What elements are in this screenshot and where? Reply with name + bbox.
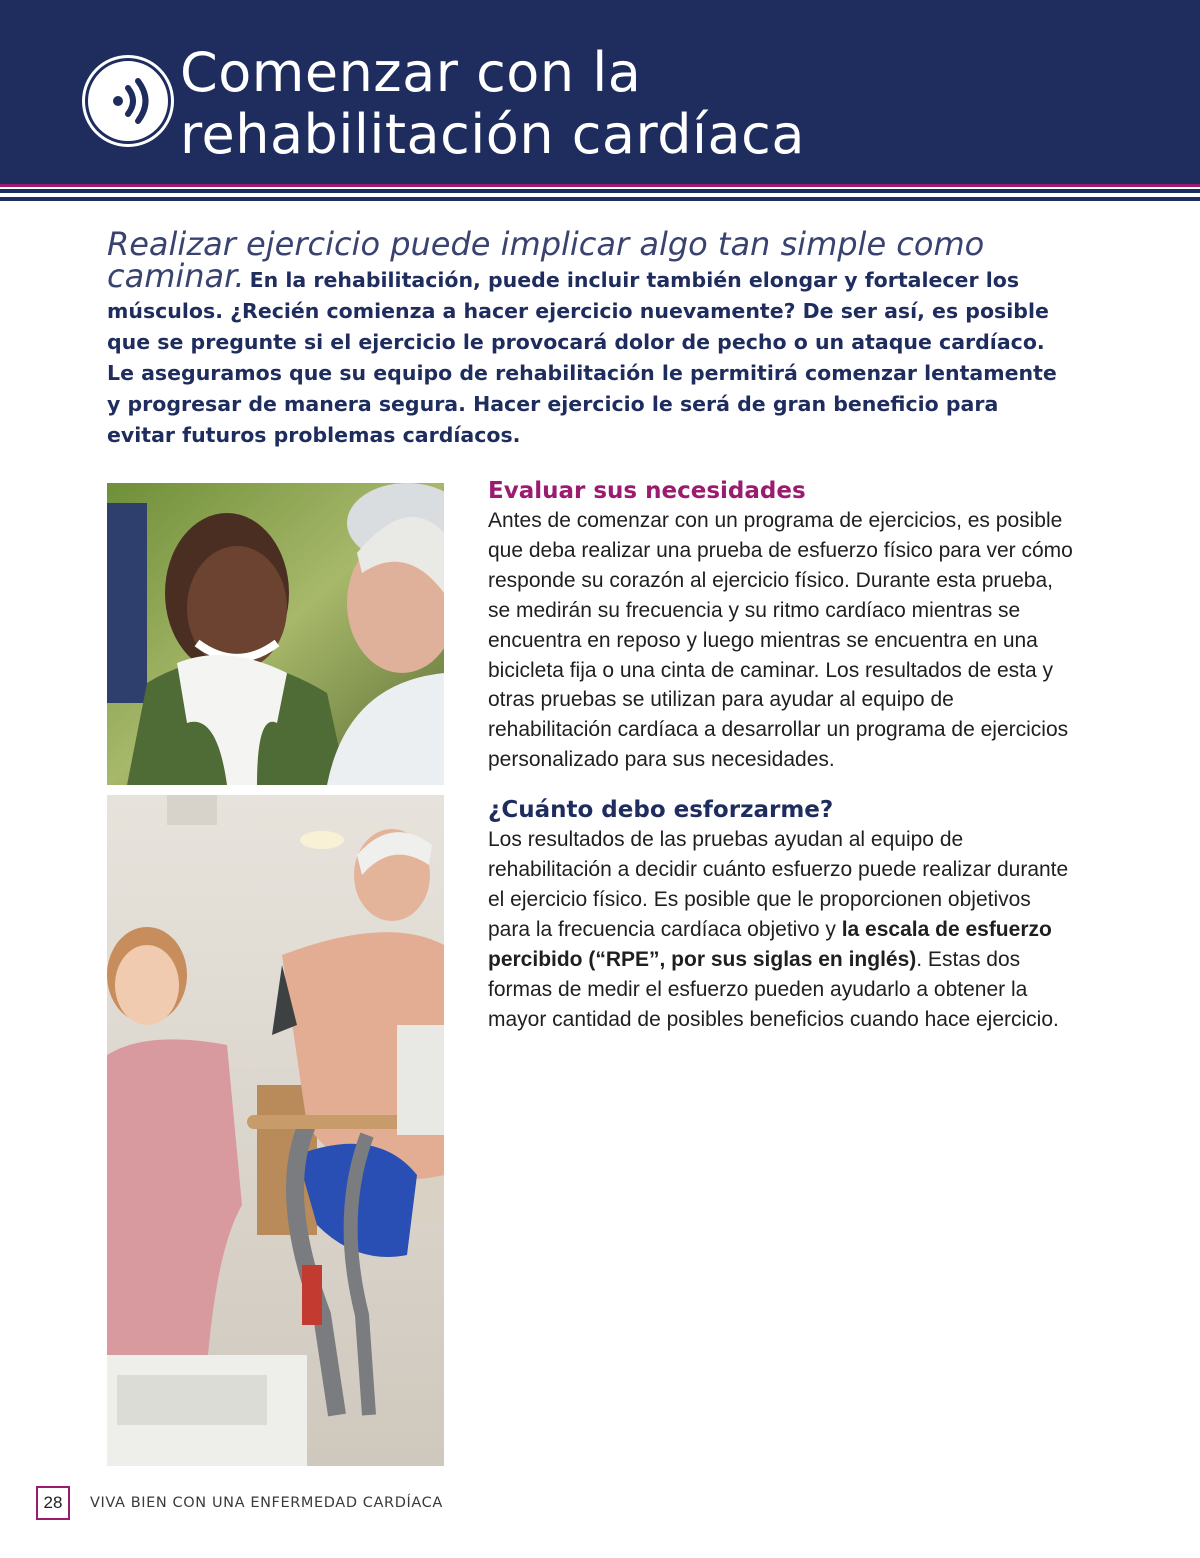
page-number: 28 bbox=[36, 1486, 70, 1520]
title-line-1: Comenzar con la bbox=[180, 41, 642, 104]
paragraph-cuanto-esforzarme bbox=[488, 825, 1078, 1034]
content-column bbox=[488, 476, 1078, 1035]
intro-body: En la rehabilitación, puede incluir también elongar y fortalecer los músculos. ¿Recién comienza a hacer ejercicio nuevamente? De ser así, es posible que se pregunte si el ejercicio le provocará dolor de pecho o un ataque cardíaco. Le aseguramos que su equipo de rehabilitación le permitirá comenzar lentamente y progresar de manera segura. Hacer ejercicio le será de gran beneficio para evitar futuros problemas cardíacos. bbox=[107, 268, 1057, 447]
photo-treadmill-stress-test bbox=[107, 795, 444, 1466]
intro-lead: Realizar ejercicio puede implicar algo tan simple como caminar. bbox=[107, 225, 985, 295]
title-line-2: rehabilitación cardíaca bbox=[180, 103, 805, 166]
paragraph-evaluar: Antes de comenzar con un programa de ejercicios, es posible que deba realizar una prueba de esfuerzo físico para ver cómo responde su corazón al ejercicio físico. Durante esta prueba, se medirán su frecuencia y su ritmo cardíaco mientras se encuentra en reposo y luego mientras se encuentra en una bicicleta fija o una cinta de caminar. Los resultados de esta y otras pruebas se utilizan para ayudar al equipo de rehabilitación cardíaca a desarrollar un programa de ejercicios personalizado para sus necesidades. bbox=[488, 509, 1073, 772]
audio-waves-icon[interactable] bbox=[85, 58, 171, 144]
heading-evaluar: Evaluar sus necesidades bbox=[488, 478, 806, 504]
page-title bbox=[180, 42, 1160, 166]
photo-two-men-smiling bbox=[107, 483, 444, 785]
paragraph-cuanto-part1: Los resultados de las pruebas ayudan al equipo de rehabilitación a decidir cuánto esfuerzo puede realizar durante el ejercicio físico. Es posible que le proporcionen objetivos para la frecuencia cardíaca objetivo y bbox=[488, 828, 1069, 941]
header-rule-magenta bbox=[0, 184, 1200, 187]
intro-paragraph bbox=[107, 225, 1067, 451]
header-rule-navy bbox=[0, 189, 1200, 193]
paragraph-cuanto-part2: . Estas dos formas de medir el esfuerzo pueden ayudarlo a obtener la mayor cantidad de posibles beneficios cuando hace ejercicio. bbox=[488, 947, 1059, 1031]
rpe-emphasis: la escala de esfuerzo percibido (“RPE”, por sus siglas en inglés) bbox=[488, 917, 1052, 971]
running-footer-title: VIVA BIEN CON UNA ENFERMEDAD CARDÍACA bbox=[90, 1495, 443, 1511]
header-rule-navy-secondary bbox=[0, 197, 1200, 201]
heading-cuanto-esforzarme: ¿Cuánto debo esforzarme? bbox=[488, 797, 834, 824]
